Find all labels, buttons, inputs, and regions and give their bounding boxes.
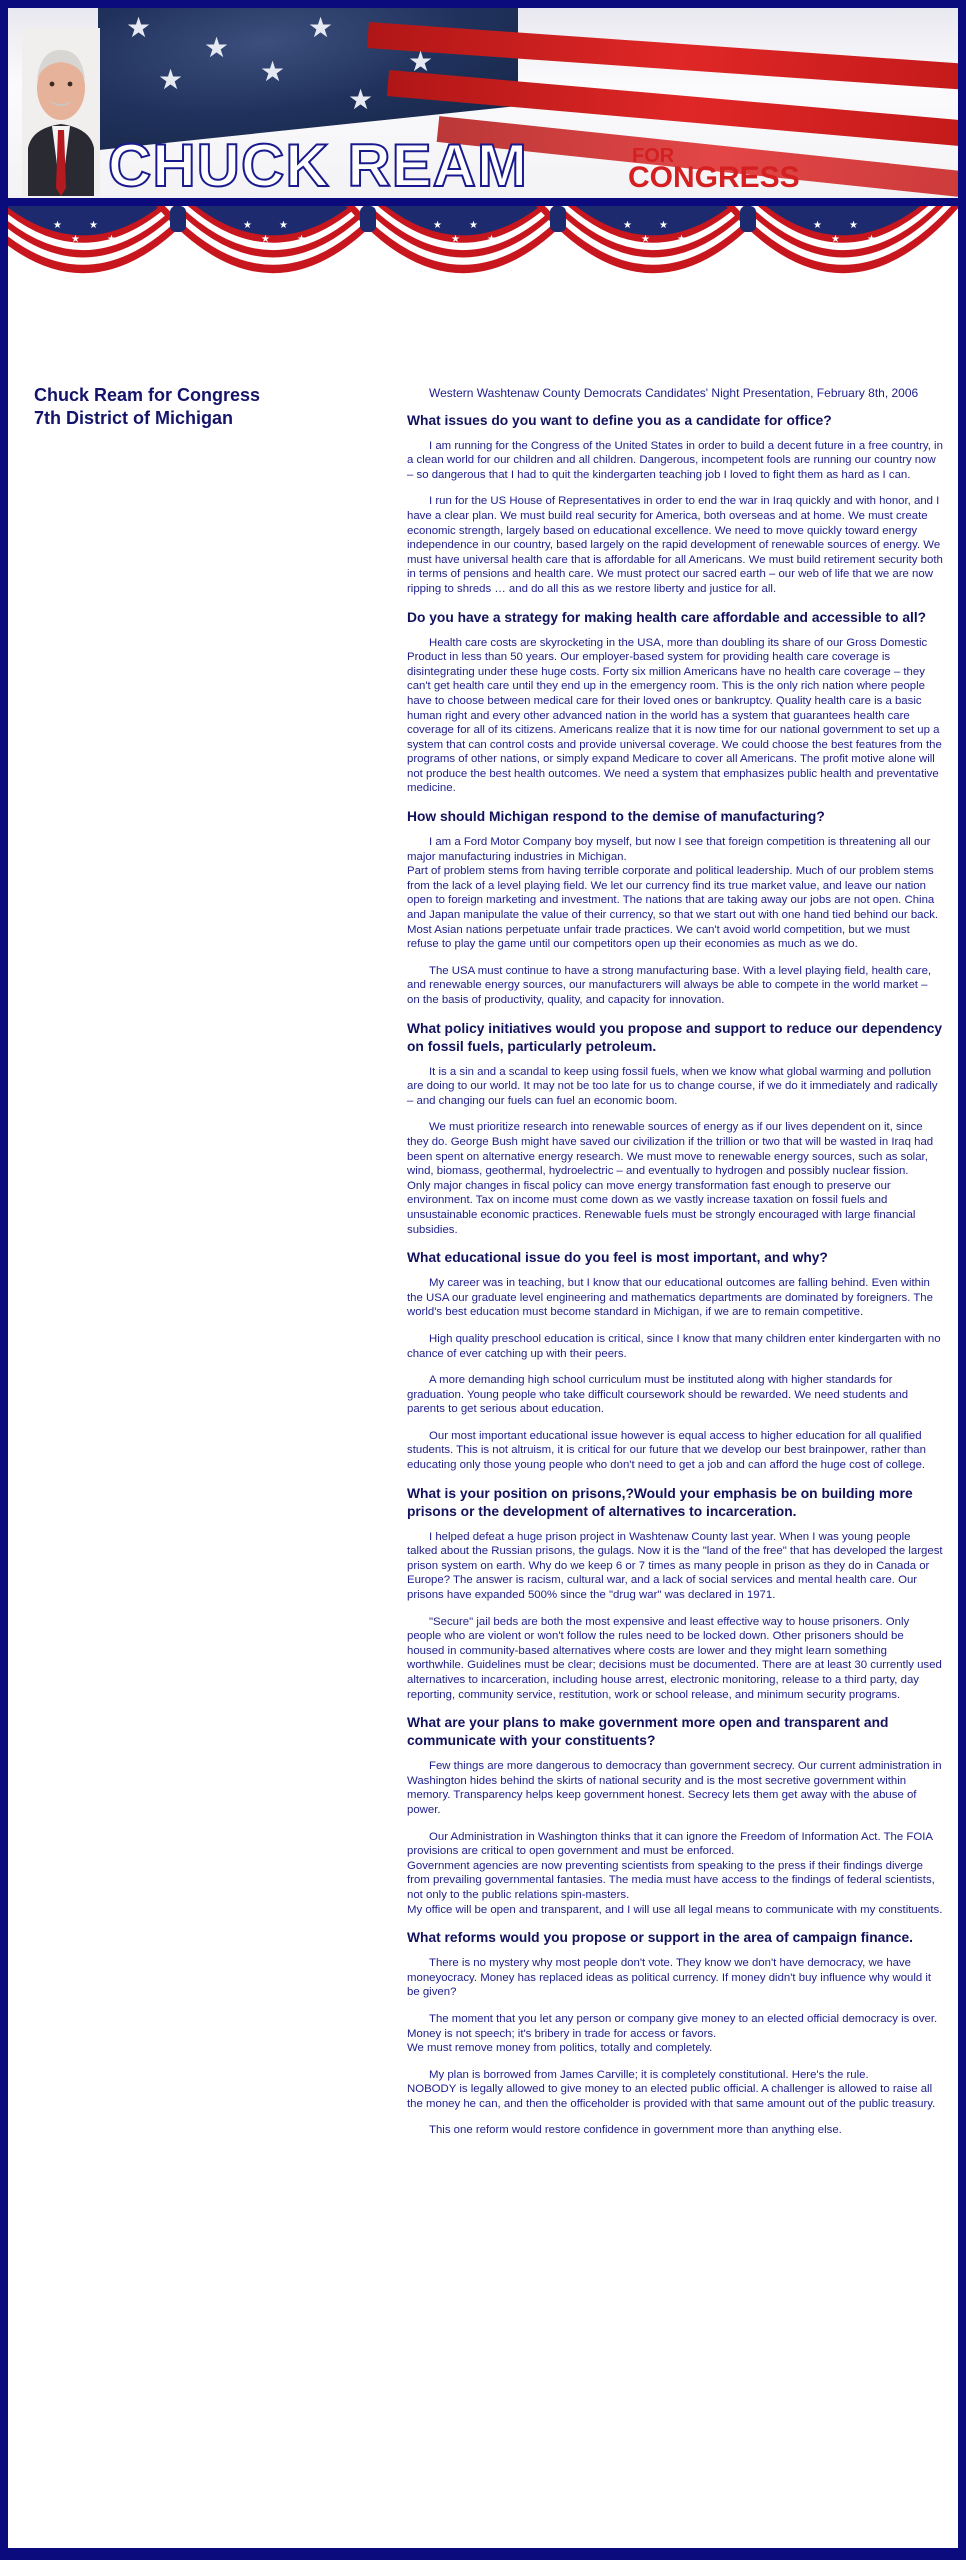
bunting-svg [8, 206, 958, 342]
star-icon: ★ [623, 220, 632, 231]
answer-text: Our most important educational issue however is equal access to higher education for all qualified students. This is not altruism, it is critical for our future that we develop our best brainpower, rather than educating only those young people who don't need to get a job and can afford the huge cost of college. [407, 1429, 926, 1472]
answer-text: A more demanding high school curriculum must be instituted along with higher standards for graduation. Young people who take difficult coursework should be rewarded. We need students and parents to get serious about education. [407, 1374, 909, 1416]
star-icon: ★ [487, 234, 496, 245]
star-icon: ★ [469, 220, 478, 231]
section-question-heading: What issues do you want to define you as a candidate for office? [407, 412, 832, 428]
answer-paragraph [407, 1120, 943, 1237]
patriotic-bunting-icon [8, 206, 958, 342]
qa-section [407, 1020, 943, 1238]
answer-paragraph [407, 1759, 943, 1817]
answer-text: NOBODY is legally allowed to give money to an elected public official. A challenger is allowed to raise all the money he can, and then the officeholder is provided with that same amount out of the public treasury. [407, 2083, 936, 2110]
answer-text: I helped defeat a huge prison project in Washtenaw County last year. When I was young people talked about the Russian prisons, the gulags. Now it is the "land of the free" that has developed the largest prison system on earth. Why do we keep 6 or 7 times as many people in prison as they do in Canada or Europe? The answer is racism, cultural war, and a lack of social services and mental health care. Our prisons have expanded 500% since the "drug war" was declared in 1971. [407, 1530, 943, 1602]
qa-section [407, 1714, 943, 1917]
candidate-portrait-icon [22, 28, 100, 196]
answer-paragraph [407, 1956, 943, 2000]
event-title: Western Washtenaw County Democrats Candidates' Night Presentation, February 8th, 2006 [429, 386, 919, 400]
answer-text: Health care costs are skyrocketing in the USA, more than doubling its share of our Gross Domestic Product in less than 50 years. Our employer-based system for providing health care coverage is disintegrating under these huge costs. Forty six million Americans have no health care coverage – they can't get health care until they end up in the emergency room. This is the only rich nation where people have to choose between medical care for their loved ones or bankruptcy. Quality health care is a basic human right and every other advanced nation in the world has a system that guarantees health care coverage for all of its citizens. Americans realize that it is now time for our national government to set up a system that can control costs and provide universal coverage. We could choose the best features from the programs of other nations, or simply expand Medicare to cover all Americans. The profit motive alone will not produce the best health outcomes. We need a system that emphasizes public health and preventative medicine. [407, 636, 942, 795]
answer-text: It is a sin and a scandal to keep using fossil fuels, when we know what global warming and pollution are doing to our world. It may not be too late for us to change course, if we do it immediately and radically – and changing our fuels can fuel an economic boom. [407, 1065, 938, 1107]
answer-paragraph [407, 1373, 943, 1417]
main-content [8, 342, 958, 2548]
section-question-heading: What reforms would you propose or support in the area of campaign finance. [407, 1930, 913, 1946]
answer-paragraph [407, 1276, 943, 1320]
qa-section [407, 1249, 943, 1473]
section-question-heading: Do you have a strategy for making health care affordable and accessible to all? [407, 609, 927, 625]
star-icon: ★ [813, 220, 822, 231]
answer-paragraph [407, 2012, 943, 2056]
star-icon: ★ [677, 234, 686, 245]
answer-text: I am a Ford Motor Company boy myself, but now I see that foreign competition is threatening all our major manufacturing industries in Michigan. [407, 836, 931, 863]
answer-text: Part of problem stems from having terrible corporate and political leadership. Much of our problem stems from the lack of a level playing field. We let our currency find its true market value, and leave our nation open to foreign marketing and investment. The nations that are taking away our jobs are not open. China and Japan manipulate the value of their currency, so that we start out with one hand tied behind our back. Most Asian nations perpetuate unfair trade practices. We can't avoid world competition, but we must refuse to play the game until our competitors open up their economies as much as we do. [407, 865, 939, 951]
star-icon: ★ [71, 234, 80, 245]
answer-text: I am running for the Congress of the United States in order to build a decent future in a free country, in a clean world for our children and all children. Dangerous, incompetent fools are running our country now – so dangerous that I had to quit the kindergarten teaching job I loved to fight them as hard as I can. [407, 439, 943, 481]
star-icon: ★ [408, 45, 434, 78]
star-icon: ★ [89, 220, 98, 231]
bunting-swag [536, 206, 770, 273]
bunting-swag [156, 206, 390, 273]
article [407, 386, 943, 2150]
section-question-heading: What are your plans to make government more open and transparent and communicate with your constituents? [407, 1715, 889, 1749]
star-icon: ★ [260, 55, 286, 88]
qa-section [407, 808, 943, 1008]
answer-text: High quality preschool education is critical, since I know that many children enter kindergarten with no chance of ever catching up with their peers. [407, 1332, 941, 1360]
star-icon: ★ [308, 11, 334, 44]
answer-text: My plan is borrowed from James Carville; it is completely constitutional. Here's the rule. [429, 2068, 869, 2081]
section-question-heading: What policy initiatives would you propose and support to reduce our dependency on fossil fuels, particularly petroleum. [407, 1020, 943, 1054]
answer-paragraph [407, 835, 943, 952]
answer-text: There is no mystery why most people don't vote. They know we don't have democracy, we have moneyocracy. Money has replaced ideas as political currency. If money didn't buy influence why would it be given? [407, 1957, 932, 1999]
bunting-swag [726, 206, 958, 273]
star-icon: ★ [107, 234, 116, 245]
sidebar-title: Chuck Ream for Congress [34, 385, 261, 405]
qa-section [407, 1929, 943, 2138]
answer-text: Government agencies are now preventing scientists from speaking to the press if their findings diverge from prevailing governmental fantasies. The media must have access to the findings of federal scientists, not only to the public relations spin-masters. [407, 1859, 935, 1901]
star-icon: ★ [849, 220, 858, 231]
article-sections [407, 412, 943, 2138]
answer-paragraph [407, 964, 943, 1008]
answer-paragraph [407, 1429, 943, 1473]
answer-paragraph [407, 1530, 943, 1603]
star-icon: ★ [53, 220, 62, 231]
bunting-swag [346, 206, 580, 273]
star-icon: ★ [261, 234, 270, 245]
answer-text: "Secure" jail beds are both the most expensive and least effective way to house prisoners. Only people who are violent or won't follow the rules need to be locked down. Other prisoners should be housed in community-based alternatives where costs are lower and they might learn something worthwhile. Guidelines must be clear; decisions must be documented. There are at least 30 currently used alternatives to incarceration, including house arrest, electronic monitoring, release to a third party, day reporting, community service, restitution, work or school release, and minimum security programs. [407, 1615, 942, 1701]
answer-text: This one reform would restore confidence in government more than anything else. [429, 2124, 842, 2137]
star-icon: ★ [158, 63, 184, 96]
star-icon: ★ [433, 220, 442, 231]
banner-for-label: FOR [632, 145, 675, 167]
star-icon: ★ [831, 234, 840, 245]
star-icon: ★ [279, 220, 288, 231]
star-icon: ★ [297, 234, 306, 245]
qa-section [407, 609, 943, 797]
answer-paragraph [407, 1615, 943, 1703]
header-banner [8, 8, 958, 198]
answer-paragraph [407, 1830, 943, 1918]
answer-text: We must remove money from politics, totally and completely. [407, 2042, 713, 2055]
answer-paragraph [407, 2123, 943, 2138]
answer-paragraph [407, 1332, 943, 1361]
banner-title: CHUCK REAM [108, 132, 528, 198]
sidebar-district: 7th District of Michigan [34, 408, 234, 428]
qa-section [407, 1485, 943, 1703]
banner-divider [8, 198, 958, 204]
answer-paragraph [407, 636, 943, 797]
answer-paragraph [407, 494, 943, 596]
answer-text: We must prioritize research into renewable sources of energy as if our lives dependent on it, since they do. George Bush might have saved our civilization if the trillion or two that will be wasted in Iraq had been spent on alternative energy research. We must move to renewable energy sources, such as solar, wind, biomass, geothermal, hydroelectric – and eventually to hydrogen and possibly nuclear fission. [407, 1121, 934, 1178]
answer-text: My career was in teaching, but I know that our educational outcomes are falling behind. Even within the USA our graduate level engineering and mathematics departments are dominated by foreigners. The world's best education must become standard in Michigan, if we are to remain competitive. [407, 1277, 933, 1319]
star-icon: ★ [243, 220, 252, 231]
star-icon: ★ [348, 83, 374, 116]
section-question-heading: What is your position on prisons,?Would your emphasis be on building more prisons or the development of alternatives to incarceration. [407, 1485, 913, 1519]
qa-section [407, 412, 943, 597]
answer-text: Our Administration in Washington thinks that it can ignore the Freedom of Information Act. The FOIA provisions are critical to open government and must be enforced. [407, 1830, 933, 1858]
answer-text: I run for the US House of Representatives in order to end the war in Iraq quickly and with honor, and I have a clear plan. We must build real security for America, both overseas and at home. We must create economic strength, largely based on educational excellence. We need to move quickly toward energy independence in our country, based largely on the rapid development of renewable sources of energy. We must have universal health care that is affordable for all Americans. We must build retirement security both in terms of pensions and health care. We must protect our sacred earth – our web of life that we are now ripping to shreds … and do all this as we restore liberty and justice for all. [407, 495, 943, 595]
answer-paragraph [407, 439, 943, 483]
answer-text: Few things are more dangerous to democracy than government secrecy. Our current administration in Washington hides behind the skirts of national security and is the most secretive government within memory. Transparency helps keep government honest. Secrecy lets them get away with the abuse of power. [407, 1760, 942, 1816]
banner-congress-label: CONGRESS [628, 161, 800, 194]
answer-text: The USA must continue to have a strong manufacturing base. With a level playing field, health care, and renewable energy sources, our manufacturers will always be able to compete in the world market – on the basis of productivity, quality, and capacity for innovation. [407, 964, 932, 1006]
star-icon: ★ [451, 234, 460, 245]
answer-text: The moment that you let any person or company give money to an elected official democracy is over. Money is not speech; it's bribery in trade for access or favors. [407, 2012, 938, 2040]
star-icon: ★ [126, 11, 152, 44]
answer-paragraph [407, 2068, 943, 2112]
star-icon: ★ [659, 220, 668, 231]
answer-text: Only major changes in fiscal policy can move energy transformation fast enough to preserve our environment. Tax on income must come down as we vastly increase taxation on fossil fuels and unsustainable economic practices. Renewable fuels must be strongly encouraged with large financial subsidies. [407, 1179, 916, 1236]
answer-text: My office will be open and transparent, and I will use all legal means to communicate with my constituents. [407, 1903, 943, 1916]
answer-paragraph [407, 1065, 943, 1109]
sidebar [34, 384, 334, 430]
star-icon: ★ [867, 234, 876, 245]
section-question-heading: What educational issue do you feel is most important, and why? [407, 1250, 828, 1266]
section-question-heading: How should Michigan respond to the demise of manufacturing? [407, 809, 825, 825]
star-icon: ★ [204, 31, 230, 64]
star-icon: ★ [641, 234, 650, 245]
